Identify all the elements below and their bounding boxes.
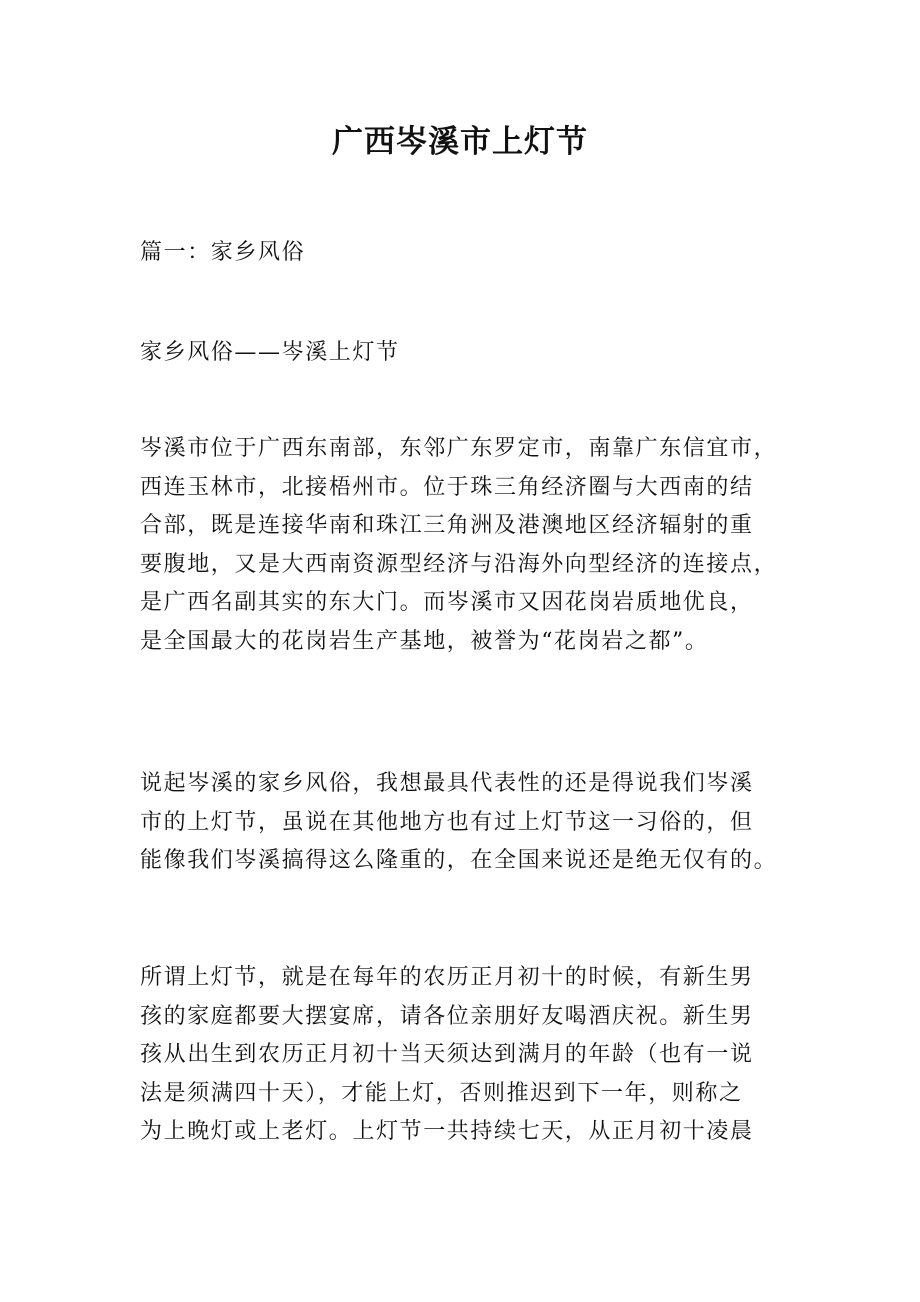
paragraph-line: 合部，既是连接华南和珠江三角洲及港澳地区经济辐射的重: [140, 513, 754, 538]
paragraph-line: 市的上灯节，虽说在其他地方也有过上灯节这一习俗的，但: [140, 809, 754, 835]
paragraph-line: 能像我们岑溪搞得这么隆重的，在全国来说还是绝无仅有的。: [140, 848, 778, 873]
paragraph-custom: [140, 765, 792, 881]
paragraph-location: [140, 430, 792, 661]
document-title: 广西岑溪市上灯节: [332, 124, 588, 160]
paragraph-line: 说起岑溪的家乡风俗，我想最具代表性的还是得说我们岑溪: [140, 771, 754, 796]
paragraph-line: 西连玉林市，北接梧州市。位于珠三角经济圈与大西南的结: [140, 474, 754, 500]
paragraph-line: 是广西名副其实的东大门。而岑溪市又因花岗岩质地优良，: [140, 590, 754, 615]
paragraph-line: 为上晚灯或上老灯。上灯节一共持续七天，从正月初十凌晨: [140, 1119, 754, 1144]
paragraph-line: 岑溪市位于广西东南部，东邻广东罗定市，南靠广东信宜市，: [140, 436, 778, 461]
paragraph-line: 所谓上灯节，就是在每年的农历正月初十的时候，有新生男: [140, 965, 754, 990]
paragraph-line: 孩从出生到农历正月初十当天须达到满月的年龄（也有一说: [140, 1042, 754, 1067]
paragraph-line: 要腹地，又是大西南资源型经济与沿海外向型经济的连接点，: [140, 551, 778, 577]
paragraph-line: 是全国最大的花岗岩生产基地，被誉为“花岗岩之都”。: [140, 628, 709, 654]
paragraph-festival: [140, 959, 792, 1152]
section-heading: 篇一：家乡风俗: [140, 240, 306, 265]
article-subtitle: 家乡风俗——岑溪上灯节: [140, 340, 400, 365]
paragraph-line: 孩的家庭都要大摆宴席，请各位亲朋好友喝酒庆祝。新生男: [140, 1003, 754, 1029]
paragraph-line: 法是须满四十天），才能上灯，否则推迟到下一年，则称之: [140, 1080, 743, 1106]
